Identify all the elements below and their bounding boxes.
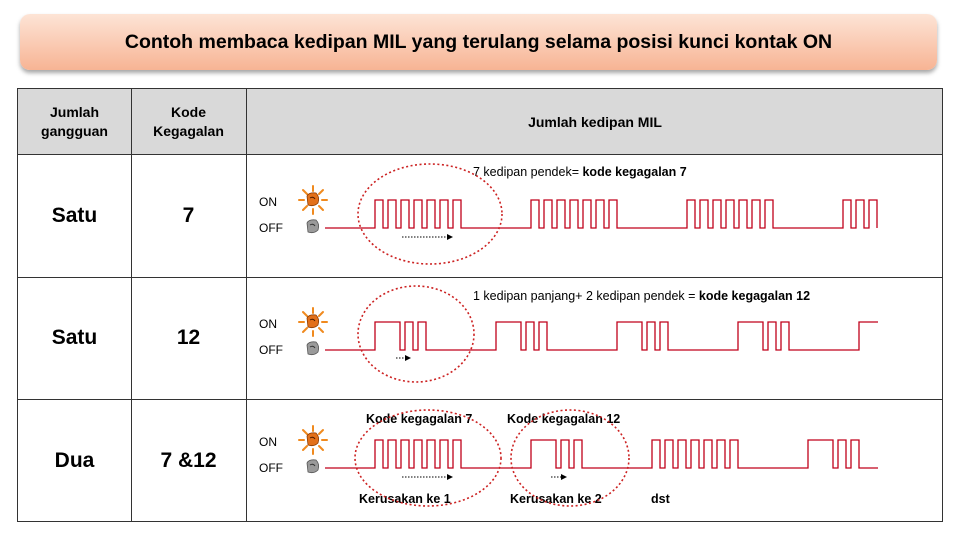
row1-waveform [325, 200, 877, 228]
row2-jumlah: Satu [51, 326, 98, 349]
row3-jumlah: Dua [54, 449, 95, 472]
row2-waveform [325, 322, 878, 350]
row3-off-label: OFF [259, 461, 283, 475]
header-jumlah-kedipan: Jumlah kedipan MIL [528, 113, 662, 130]
row3-damage-label-2: Kerusakan ke 2 [510, 492, 602, 506]
mil-lamp-on-icon [299, 426, 327, 454]
row2-on-label: ON [259, 317, 277, 331]
row3-waveform [325, 440, 878, 468]
header-jumlah-gangguan: Jumlah gangguan [41, 104, 108, 139]
header-kode-kegagalan: Kode Kegagalan [153, 104, 224, 139]
row1-off-label: OFF [259, 221, 283, 235]
row2-off-label: OFF [259, 343, 283, 357]
row2-kode: 12 [176, 326, 201, 349]
row3-code-label-7: Kode kegagalan 7 [366, 412, 473, 426]
mil-lamp-on-icon [299, 308, 327, 336]
row3-on-label: ON [259, 435, 277, 449]
row3-code-label-12: Kode kegagalan 12 [507, 412, 621, 426]
row3-damage-label-1: Kerusakan ke 1 [359, 492, 451, 506]
row1-highlight-ellipse [358, 164, 502, 264]
row3-etc-label: dst [651, 492, 670, 506]
row2-note: 1 kedipan panjang+ 2 kedipan pendek = kode kegagalan 12 [473, 289, 811, 303]
row1-kode: 7 [182, 204, 195, 227]
page-title: Contoh membaca kedipan MIL yang terulang selama posisi kunci kontak ON [124, 30, 833, 53]
row3-highlight-ellipse-code12 [511, 410, 629, 506]
row3-highlight-ellipse-code7 [355, 410, 501, 506]
row1-on-label: ON [259, 195, 277, 209]
row1-jumlah: Satu [51, 204, 98, 227]
mil-lamp-on-icon [299, 186, 327, 214]
row1-note: 7 kedipan pendek= kode kegagalan 7 [473, 165, 687, 179]
row3-kode: 7 &12 [160, 449, 217, 472]
mil-lamp-off-icon [307, 460, 319, 473]
mil-lamp-off-icon [307, 220, 319, 233]
mil-lamp-off-icon [307, 342, 319, 355]
